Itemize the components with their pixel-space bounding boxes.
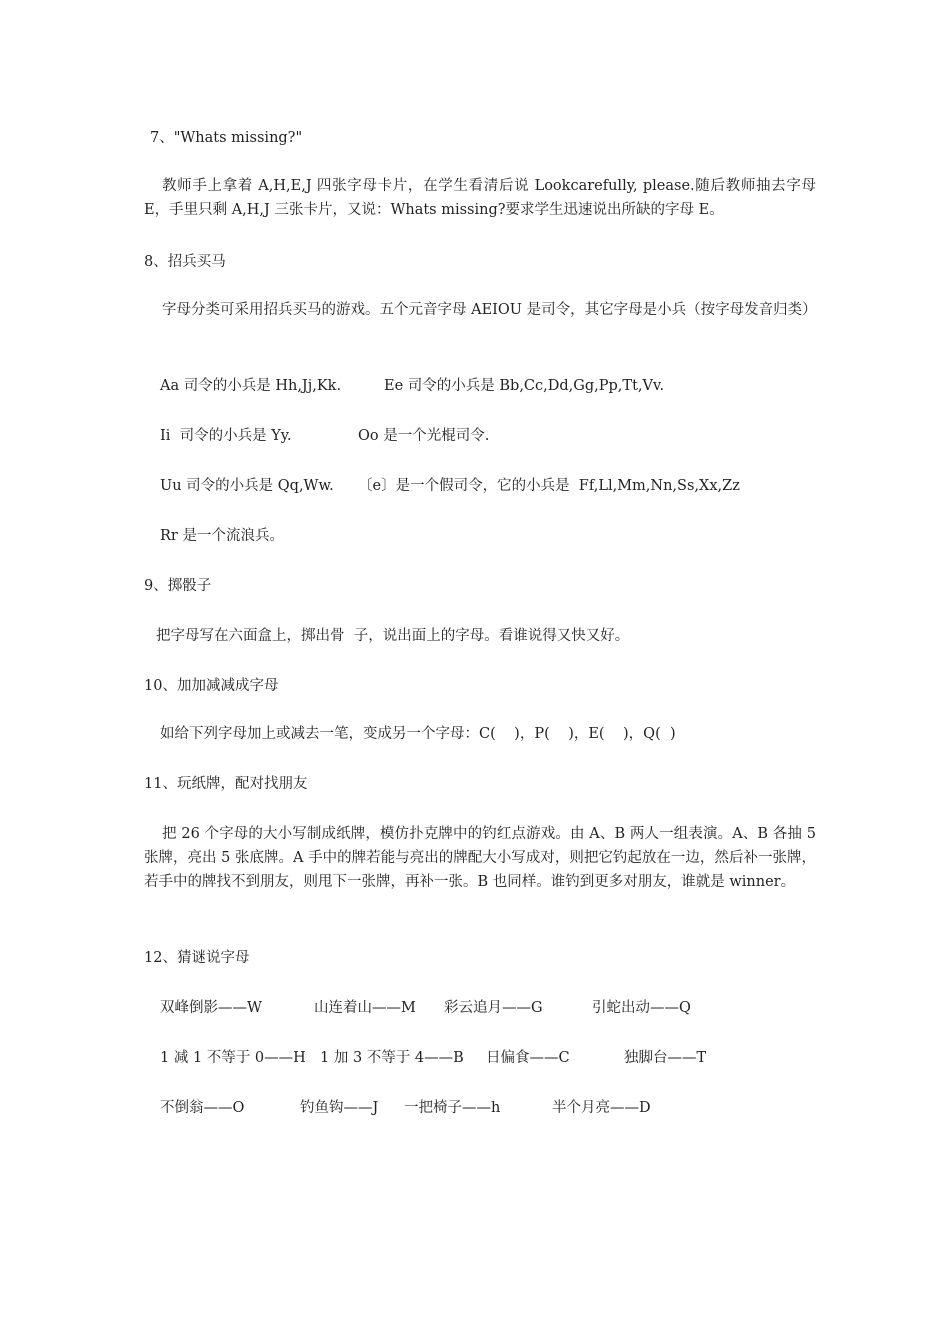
section-8-line-3a: Uu 司令的小兵是 Qq,Ww. (160, 478, 334, 494)
section-8-line-3b: 〔e〕是一个假司令，它的小兵是 Ff,Ll,Mm,Nn,Ss,Xx,Zz (358, 478, 740, 494)
section-7-paragraph: 教师手上拿着 A,H,E,J 四张字母卡片，在学生看清后说 Lookcarefully, please.随后教师抽去字母 E，手里只剩 A,H,J 三张卡片，又说：Whats missing?要求学生迅速说出所缺的字母 E。 (144, 178, 816, 218)
section-9-body: 把字母写在六面盒上，掷出骨 子，说出面上的字母。看谁说得又快又好。 (156, 628, 630, 644)
section-11-body (144, 822, 816, 894)
section-8-line-1a: Aa 司令的小兵是 Hh,Jj,Kk. (160, 378, 342, 394)
section-8-title: 8、招兵买马 (144, 254, 226, 270)
riddle-1-1: 双峰倒影——W (160, 1000, 262, 1016)
section-8-line-2b: Oo 是一个光棍司令. (358, 428, 490, 444)
section-11-title: 11、玩纸牌，配对找朋友 (144, 776, 308, 792)
riddle-3-4: 半个月亮——D (552, 1100, 651, 1116)
section-12-title: 12、猜谜说字母 (144, 950, 250, 966)
riddle-2-3: 日偏食——C (486, 1050, 570, 1066)
riddle-1-3: 彩云追月——G (444, 1000, 543, 1016)
riddle-3-3: 一把椅子——h (404, 1100, 501, 1116)
section-10-body: 如给下列字母加上或减去一笔，变成另一个字母：C( )，P( )，E( )，Q( ) (160, 726, 676, 742)
section-8-line-1b: Ee 司令的小兵是 Bb,Cc,Dd,Gg,Pp,Tt,Vv. (384, 378, 665, 394)
section-8-body (144, 298, 816, 322)
section-10-title: 10、加加减减成字母 (144, 678, 279, 694)
section-8-line-4: Rr 是一个流浪兵。 (160, 528, 284, 544)
section-8-paragraph: 字母分类可采用招兵买马的游戏。五个元音字母 AEIOU 是司令，其它字母是小兵（按字母发音归类） (162, 302, 817, 318)
section-7-title: 7、"Whats missing?" (150, 130, 303, 146)
riddle-2-2: 1 加 3 不等于 4——B (320, 1050, 464, 1066)
riddle-1-2: 山连着山——M (314, 1000, 416, 1016)
riddle-1-4: 引蛇出动——Q (592, 1000, 691, 1016)
riddle-3-2: 钓鱼钩——J (300, 1100, 379, 1116)
riddle-2-1: 1 减 1 不等于 0——H (160, 1050, 306, 1066)
section-9-title: 9、掷骰子 (144, 578, 212, 594)
section-8-line-2a: Ii 司令的小兵是 Yy. (160, 428, 292, 444)
section-7-body (144, 174, 816, 222)
riddle-2-4: 独脚台——T (624, 1050, 707, 1066)
riddle-3-1: 不倒翁——O (160, 1100, 245, 1116)
section-11-paragraph: 把 26 个字母的大小写制成纸牌，模仿扑克牌中的钓红点游戏。由 A、B 两人一组表演。A、B 各抽 5 张牌，亮出 5 张底牌。A 手中的牌若能与亮出的牌配大小写成对，则把它钓起放在一边，然后补一张牌，若手中的牌找不到朋友，则甩下一张牌，再补一张。B 也同样。谁钓到更多对朋友，谁就是 winner。 (144, 826, 816, 890)
